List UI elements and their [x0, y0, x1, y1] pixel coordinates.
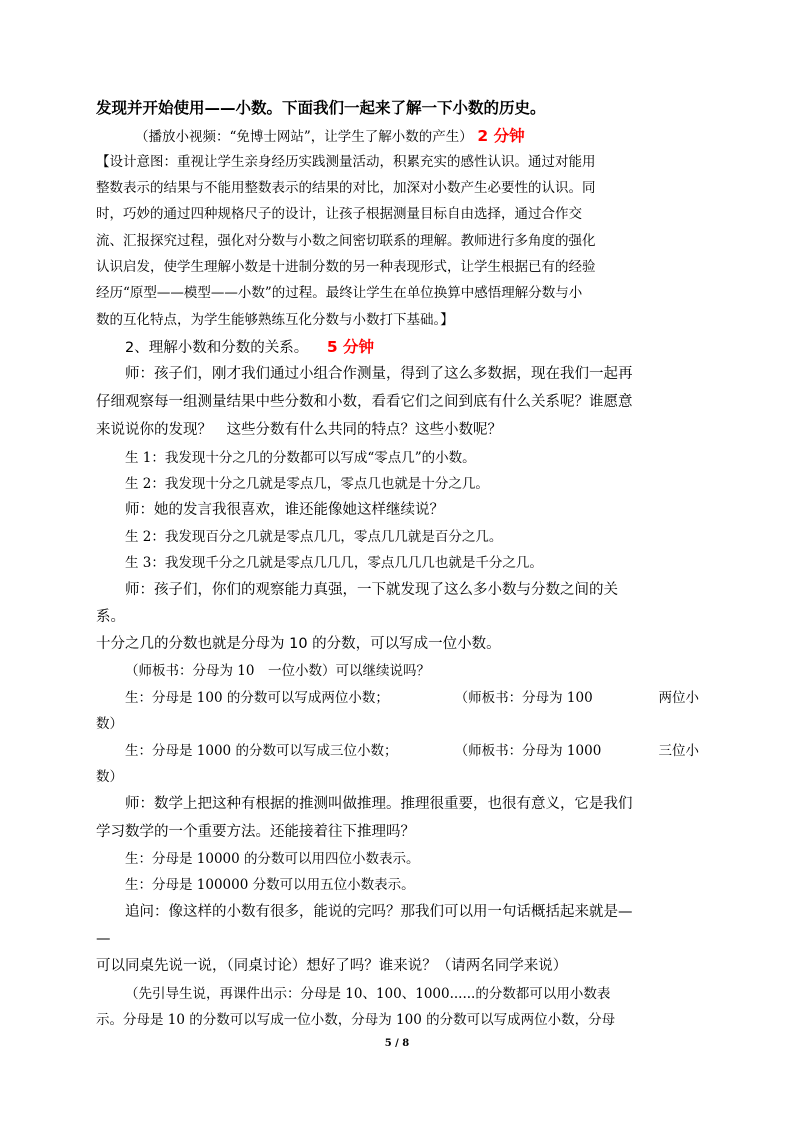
text-line: 十分之几的分数也就是分母为 10 的分数，可以写成一位小数。: [96, 636, 501, 652]
design-intent-line: 整数表示的结果与不能用整数表示的结果的对比，加深对小数产生必要性的认识。同: [96, 180, 596, 196]
page-number: 5 / 8: [384, 1038, 410, 1049]
time-badge: 2 分钟: [477, 127, 525, 145]
student-line: 生：分母是 100000 分数可以用五位小数表示。: [125, 877, 415, 893]
text-line: —: [96, 931, 111, 947]
student-line: [125, 687, 699, 709]
student-line: 生 2：我发现百分之几就是零点几几，零点几几就是百分之几。: [125, 529, 503, 545]
student-line: [125, 740, 699, 762]
text-line: 数）: [96, 769, 123, 785]
student-line: 生 1：我发现十分之几的分数都可以写成“零点几”的小数。: [125, 450, 476, 466]
design-intent-line: 时，巧妙的通过四种规格尺子的设计，让孩子根据测量目标自由选择，通过合作交: [96, 206, 582, 222]
text-line: （先引导生说，再课件出示：分母是 10、100、1000......的分数都可以用小数表: [125, 986, 611, 1002]
student-line: 生 3：我发现千分之几就是零点几几几，零点几几几也就是千分之几。: [125, 555, 543, 571]
text-line: 师：孩子们，刚才我们通过小组合作测量，得到了这么多数据，现在我们一起再: [125, 366, 633, 382]
section-heading: [125, 336, 374, 358]
section-title: 2、理解小数和分数的关系。: [125, 340, 309, 356]
student-line: 生 2：我发现十分之几就是零点几，零点几也就是十分之几。: [125, 476, 489, 492]
design-intent-line: 认识启发，使学生理解小数是十进制分数的另一种表现形式，让学生根据已有的经验: [96, 259, 596, 275]
time-badge: 5 分钟: [326, 338, 375, 356]
text-line: [135, 125, 525, 147]
board-note: （师板书：分母为 10 一位小数）可以继续说吗？: [125, 663, 430, 679]
text-line: 来说说你的发现？ 这些分数有什么共同的特点？这些小数呢？: [96, 422, 502, 438]
design-intent-line: 流、汇报探究过程，强化对分数与小数之间密切联系的理解。教师进行多角度的强化: [96, 233, 596, 249]
board-note: （师板书：分母为 100: [454, 690, 593, 706]
student-text: 生：分母是 100 的分数可以写成两位小数；: [125, 690, 389, 706]
teacher-line: 师：她的发言我很喜欢，谁还能像她这样继续说？: [125, 502, 444, 518]
board-note: 两位小: [658, 690, 699, 706]
board-note: （师板书：分母为 1000: [454, 743, 602, 759]
text-line: 追问：像这样的小数有很多，能说的完吗？那我们可以用一句话概括起来就是—: [125, 904, 633, 920]
video-note: （播放小视频：“免博士网站”，让学生了解小数的产生）: [135, 129, 473, 145]
text-line: 数）: [96, 716, 123, 732]
student-text: 生：分母是 1000 的分数可以写成三位小数；: [125, 743, 398, 759]
design-intent-line: 经历“原型——模型——小数”的过程。最终让学生在单位换算中感悟理解分数与小: [96, 285, 583, 301]
board-note: 三位小: [658, 743, 699, 759]
text-line: 系。: [96, 609, 125, 625]
design-intent-line: 数的互化特点，为学生能够熟练互化分数与小数打下基础。】: [96, 312, 454, 328]
text-line: 学习数学的一个重要方法。还能接着往下推理吗？: [96, 824, 415, 840]
text-line: 仔细观察每一组测量结果中些分数和小数，看看它们之间到底有什么关系呢？谁愿意: [96, 394, 633, 410]
design-intent-line: 【设计意图：重视让学生亲身经历实践测量活动，积累充实的感性认识。通过对能用: [96, 154, 596, 170]
text-line: 可以同桌先说一说，（同桌讨论）想好了吗？谁来说？（请两名同学来说）: [96, 958, 568, 974]
teacher-line: 师：数学上把这种有根据的推测叫做推理。推理很重要，也很有意义，它是我们: [125, 796, 633, 812]
student-line: 生：分母是 10000 的分数可以用四位小数表示。: [125, 851, 420, 867]
text-line: 示。分母是 10 的分数可以写成一位小数，分母为 100 的分数可以写成两位小数，分母: [96, 1012, 616, 1028]
text-line: 发现并开始使用——小数。下面我们一起来了解一下小数的历史。: [96, 99, 546, 117]
teacher-line: 师：孩子们，你们的观察能力真强，一下就发现了这么多小数与分数之间的关: [125, 582, 618, 598]
